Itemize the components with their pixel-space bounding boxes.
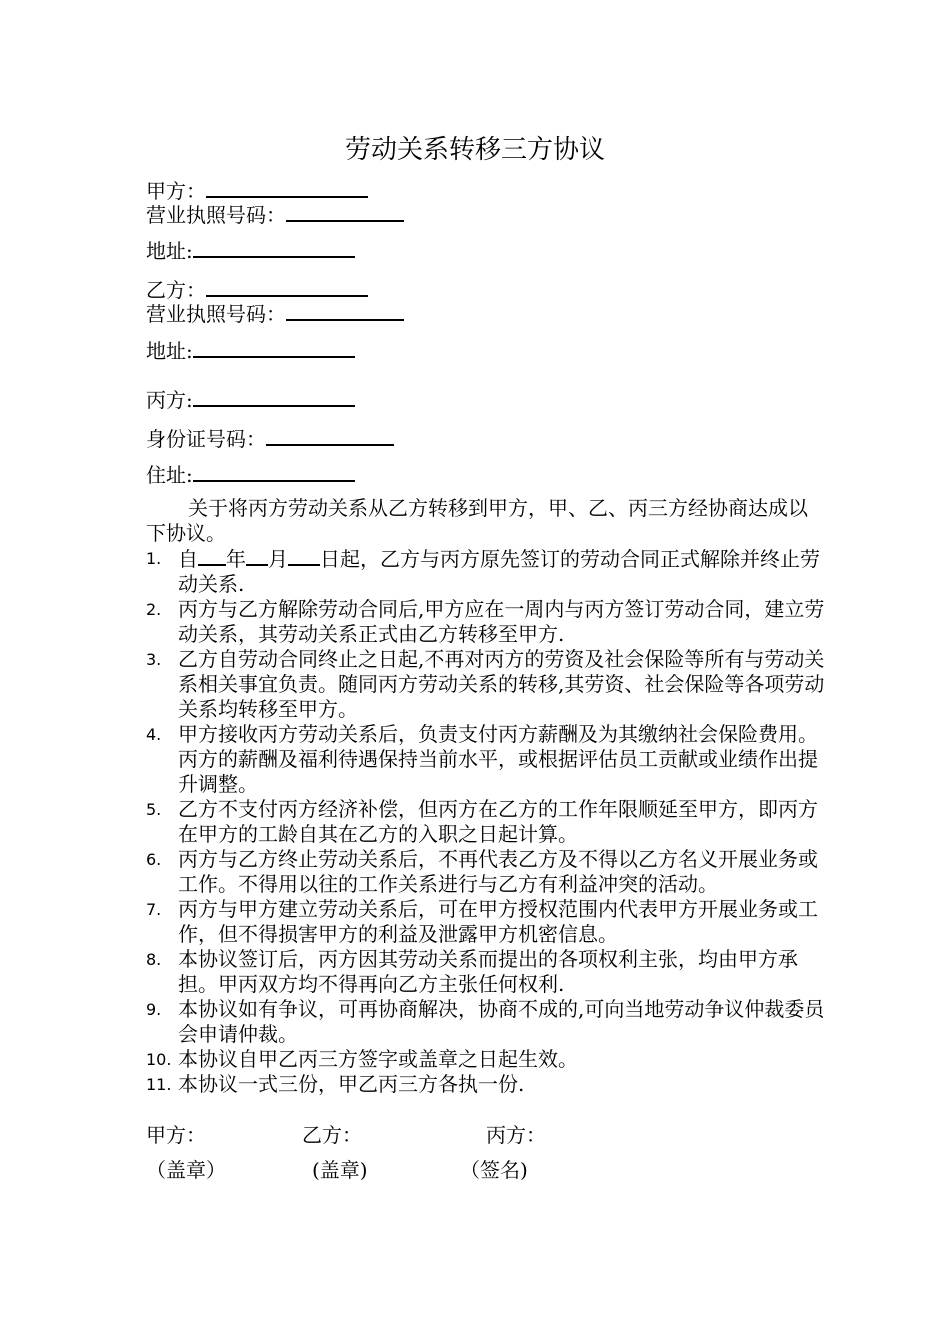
year-blank [198, 546, 226, 566]
party-b-license-field [146, 299, 404, 327]
clause-9 [146, 997, 826, 1047]
document-title: 劳动关系转移三方协议 [344, 135, 605, 165]
intro-text: 关于将丙方劳动关系从乙方转移到甲方，甲、乙、丙三方经协商达成以下协议。 [146, 496, 808, 545]
party-c-id-blank [266, 424, 394, 446]
clause-text: 丙方与甲方建立劳动关系后，可在甲方授权范围内代表甲方开展业务或工作，但不得损害甲方的利益及泄露甲方机密信息。 [178, 897, 818, 946]
clause-7 [146, 897, 826, 947]
clause-1-year-label: 年 [226, 547, 246, 571]
party-b-license-blank [286, 299, 404, 321]
signature-party-a-seal: （盖章） [146, 1158, 226, 1182]
party-c-name-label: 丙方: [146, 388, 193, 412]
clause-5 [146, 797, 826, 847]
party-c-id-field [146, 424, 394, 452]
signature-party-a-label: 甲方： [146, 1123, 206, 1147]
party-a-address-field [146, 236, 355, 264]
clause-number: 11. [146, 1075, 172, 1094]
party-a-name-blank [206, 176, 368, 198]
clause-1-post: 日起，乙方与丙方原先签订的劳动合同正式解除并终止劳动关系. [178, 547, 820, 596]
clause-number: 6. [146, 850, 162, 869]
clause-number: 7. [146, 900, 162, 919]
party-c-name-field [146, 385, 355, 413]
clause-text: 甲方接收丙方劳动关系后，负责支付丙方薪酬及为其缴纳社会保险费用。丙方的薪酬及福利待遇保持当前水平，或根据评估员工贡献或业绩作出提升调整。 [178, 722, 818, 796]
clause-number: 1. [146, 549, 162, 568]
party-c-address-field [146, 460, 355, 488]
clause-1-month-label: 月 [268, 547, 288, 571]
signature-party-c-seal: （签名) [460, 1158, 528, 1182]
clause-4 [146, 722, 826, 797]
party-c-name-blank [193, 385, 355, 407]
clause-number: 10. [146, 1050, 172, 1069]
clause-number: 8. [146, 950, 162, 969]
party-b-name-label: 乙方： [146, 278, 206, 302]
clause-text: 本协议一式三份，甲乙丙三方各执一份. [178, 1072, 525, 1096]
clause-number: 9. [146, 1000, 162, 1019]
month-blank [246, 546, 268, 566]
day-blank [288, 546, 320, 566]
clause-2 [146, 597, 826, 647]
clause-1 [146, 546, 826, 597]
clause-text: 本协议如有争议，可再协商解决，协商不成的,可向当地劳动争议仲裁委员会申请仲裁。 [178, 997, 825, 1046]
party-a-address-label: 地址: [146, 239, 193, 263]
clause-number: 5. [146, 800, 162, 819]
party-a-name-label: 甲方： [146, 179, 206, 203]
clause-text: 乙方自劳动合同终止之日起,不再对丙方的劳资及社会保险等所有与劳动关系相关事宜负责。随同丙方劳动关系的转移,其劳资、社会保险等各项劳动关系均转移至甲方。 [178, 647, 825, 721]
signature-party-b-seal: (盖章) [312, 1158, 368, 1182]
clause-number: 3. [146, 650, 162, 669]
party-a-license-blank [286, 200, 404, 222]
party-a-address-blank [193, 236, 355, 258]
signature-party-c-label: 丙方： [486, 1123, 546, 1147]
clause-1-pre: 自 [178, 547, 198, 571]
clause-list [146, 546, 826, 1097]
clause-text: 丙方与乙方解除劳动合同后,甲方应在一周内与丙方签订劳动合同，建立劳动关系，其劳动关系正式由乙方转移至甲方. [178, 597, 825, 646]
clause-11 [146, 1072, 826, 1097]
party-a-license-label: 营业执照号码： [146, 203, 286, 227]
clause-number: 2. [146, 600, 162, 619]
signature-party-b-label: 乙方： [302, 1123, 362, 1147]
clause-text: 本协议自甲乙丙三方签字或盖章之日起生效。 [178, 1047, 578, 1071]
clause-8 [146, 947, 826, 997]
party-a-license-field [146, 200, 404, 228]
party-b-address-field [146, 336, 355, 364]
party-b-address-label: 地址: [146, 339, 193, 363]
clause-text: 乙方不支付丙方经济补偿，但丙方在乙方的工作年限顺延至甲方，即丙方在甲方的工龄自其在乙方的入职之日起计算。 [178, 797, 818, 846]
clause-3 [146, 647, 826, 722]
party-c-address-blank [193, 460, 355, 482]
party-b-license-label: 营业执照号码： [146, 302, 286, 326]
party-c-address-label: 住址: [146, 463, 193, 487]
clause-10 [146, 1047, 826, 1072]
intro-paragraph [146, 496, 816, 546]
party-b-address-blank [193, 336, 355, 358]
clause-text: 丙方与乙方终止劳动关系后，不再代表乙方及不得以乙方名义开展业务或工作。不得用以往的工作关系进行与乙方有利益冲突的活动。 [178, 847, 818, 896]
clause-number: 4. [146, 725, 162, 744]
clause-6 [146, 847, 826, 897]
clause-text: 本协议签订后，丙方因其劳动关系而提出的各项权利主张，均由甲方承担。甲丙双方均不得再向乙方主张任何权利. [178, 947, 798, 996]
party-c-id-label: 身份证号码： [146, 427, 266, 451]
party-b-name-blank [206, 275, 368, 297]
